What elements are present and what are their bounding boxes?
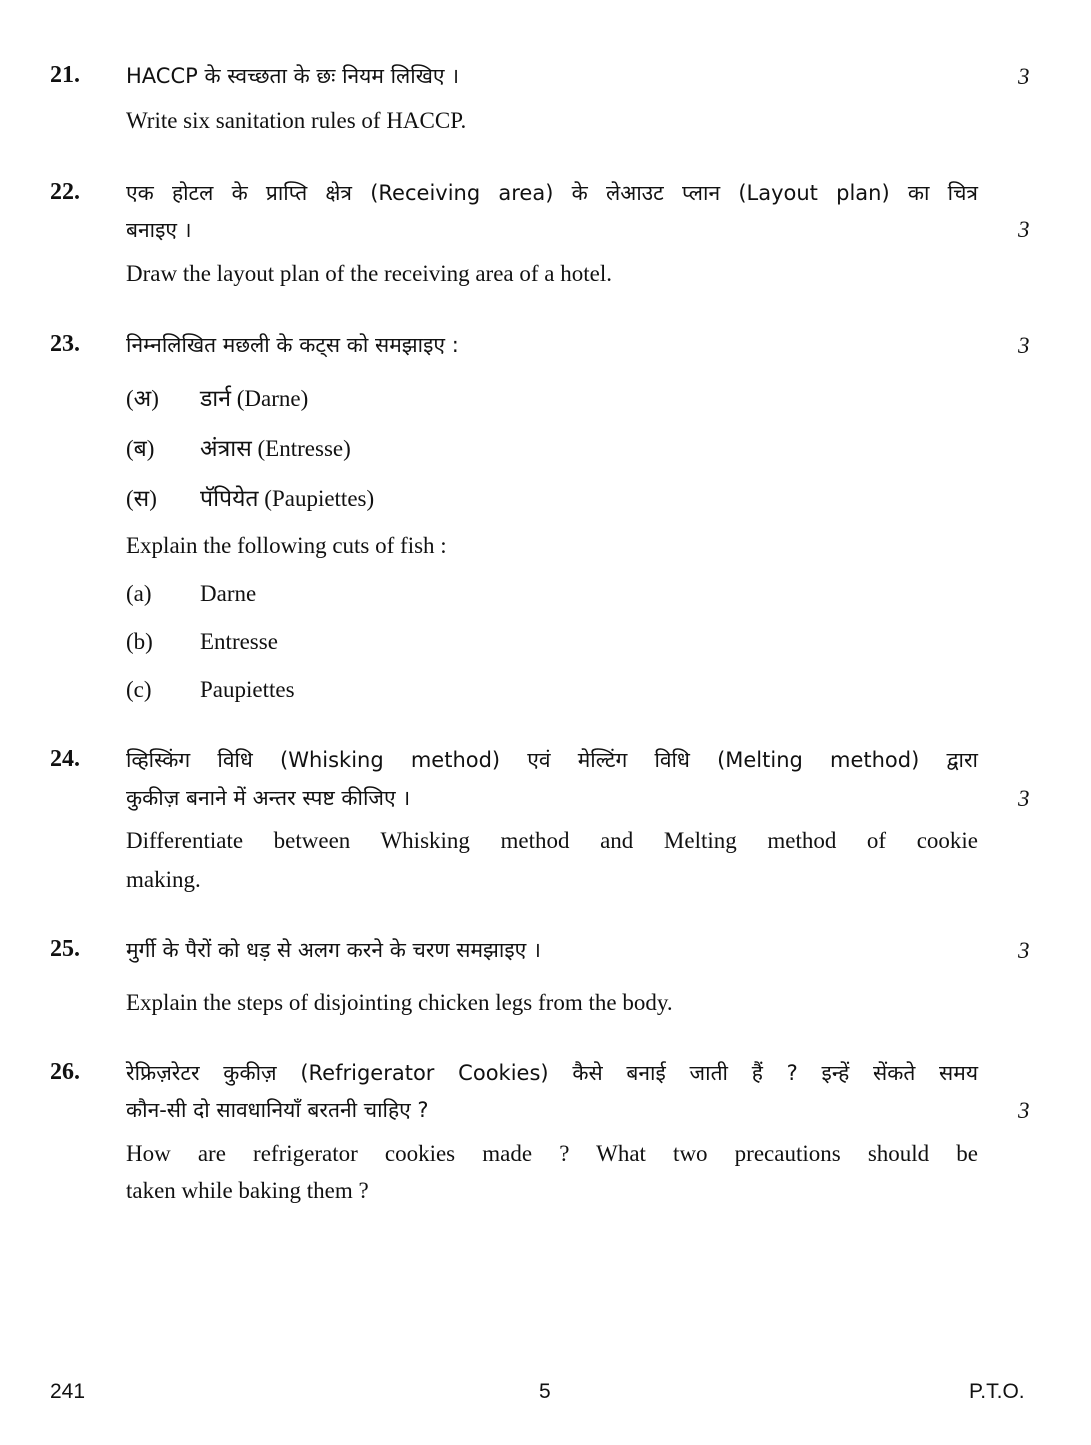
option-text: Entresse (200, 629, 278, 654)
question-marks: 3 (1018, 333, 1030, 358)
option-label: (अ) (126, 386, 159, 411)
question-number: 25. (50, 936, 80, 962)
question-text-hindi: निम्नलिखित मछली के कट्स को समझाइए : (126, 333, 459, 357)
question-text-hindi: रेफ्रिज़रेटर कुकीज़ (Refrigerator Cookies) कैसे बनाई जाती हैं ? इन्हें सेंकते समय (126, 1061, 978, 1085)
question-text-english: Differentiate between Whisking method and Melting method of cookie (126, 828, 978, 853)
option-text: डार्न (Darne) (200, 386, 309, 411)
question-number: 23. (50, 331, 80, 357)
question-text-english: How are refrigerator cookies made ? What two precautions should be (126, 1141, 978, 1166)
option-label: (b) (126, 629, 153, 654)
question-marks: 3 (1018, 786, 1030, 811)
question-number: 26. (50, 1059, 80, 1085)
question-marks: 3 (1018, 217, 1030, 242)
option-text: Paupiettes (200, 677, 295, 702)
question-text-hindi: कौन-सी दो सावधानियाँ बरतनी चाहिए ? (126, 1098, 429, 1122)
question-text-hindi: बनाइए । (126, 218, 192, 242)
question-text-english: Draw the layout plan of the receiving area of a hotel. (126, 261, 612, 286)
option-label: (स) (126, 486, 157, 511)
question-text-english: Write six sanitation rules of HACCP. (126, 108, 467, 133)
page-number: 5 (539, 1380, 551, 1403)
question-marks: 3 (1018, 1098, 1030, 1123)
option-label: (ब) (126, 436, 155, 461)
question-text-hindi: एक होटल के प्राप्ति क्षेत्र (Receiving area) के लेआउट प्लान (Layout plan) का चित्र (126, 181, 978, 205)
option-text: अंत्रास (Entresse) (200, 436, 351, 461)
question-text-english: making. (126, 867, 201, 892)
option-text: Darne (200, 581, 257, 606)
question-text-hindi: HACCP के स्वच्छता के छः नियम लिखिए । (126, 64, 460, 88)
question-text-english: Explain the steps of disjointing chicken legs from the body. (126, 990, 673, 1015)
option-label: (c) (126, 677, 152, 702)
question-text-hindi: कुकीज़ बनाने में अन्तर स्पष्ट कीजिए । (126, 786, 411, 810)
question-marks: 3 (1018, 64, 1030, 89)
pto-label: P.T.O. (969, 1380, 1025, 1403)
question-text-english: Explain the following cuts of fish : (126, 533, 447, 558)
question-text-english: taken while baking them ? (126, 1178, 369, 1203)
question-number: 22. (50, 179, 80, 205)
option-text: पॅपियेत (Paupiettes) (200, 486, 375, 511)
option-label: (a) (126, 581, 152, 606)
question-number: 24. (50, 746, 80, 772)
question-text-hindi: व्हिस्किंग विधि (Whisking method) एवं मेल्टिंग विधि (Melting method) द्वारा (126, 748, 978, 772)
paper-code: 241 (50, 1380, 86, 1403)
question-number: 21. (50, 62, 80, 88)
question-text-hindi: मुर्गी के पैरों को धड़ से अलग करने के चरण समझाइए । (126, 938, 541, 962)
question-marks: 3 (1018, 938, 1030, 963)
